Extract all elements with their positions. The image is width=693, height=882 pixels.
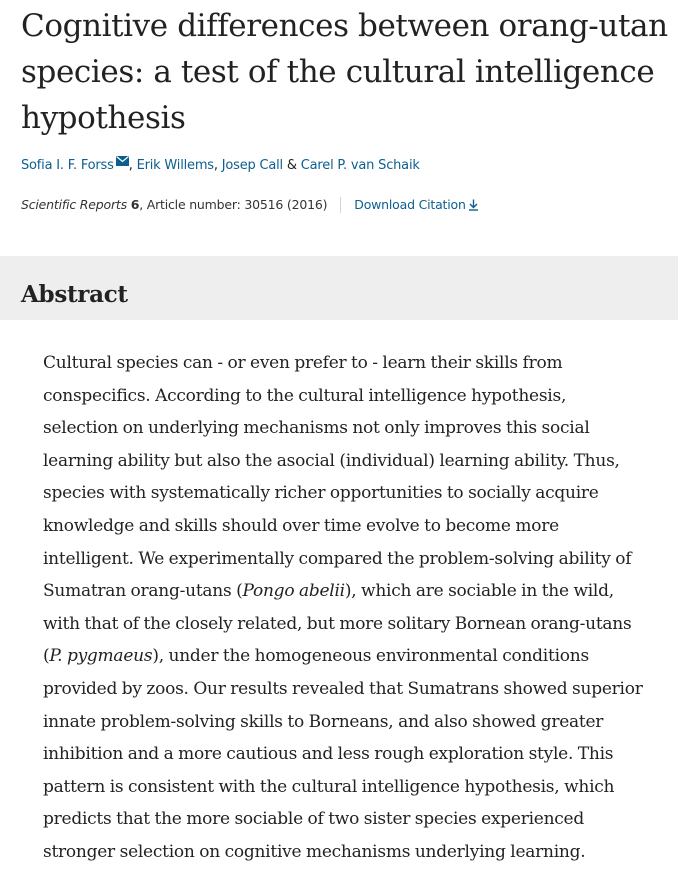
author-separator: & [282, 158, 301, 173]
author-list [21, 156, 671, 176]
journal-volume: 6 [130, 197, 140, 212]
abstract-line [43, 738, 691, 771]
abstract-line [43, 347, 691, 380]
article-number: , Article number: 30516 (2016) [139, 197, 328, 212]
abstract-text-run: intelligent. We experimentally compared the problem-solving ability of [43, 548, 632, 569]
mail-icon[interactable] [116, 156, 129, 166]
abstract-paragraph [43, 347, 691, 869]
abstract-text-run: selection on underlying mechanisms not only improves this social [43, 418, 590, 439]
abstract-text-run: Sumatran orang-utans ( [43, 581, 243, 602]
abstract-text-run: with that of the closely related, but more solitary Bornean orang-utans [43, 613, 632, 634]
author-separator: , [213, 158, 222, 173]
abstract-text-run: ), under the homogeneous environmental conditions [152, 646, 589, 667]
species-name: Pongo abelii [242, 581, 345, 602]
download-citation-link[interactable] [354, 195, 478, 215]
abstract-text-run: Cultural species can - or even prefer to - learn their skills from [43, 353, 563, 373]
citation-line [21, 195, 671, 215]
abstract-line [43, 543, 691, 576]
abstract-text-run: innate problem-solving skills to Borneans, and also showed greater [43, 711, 604, 732]
abstract-text-run: ), which are sociable in the wild, [344, 581, 614, 602]
abstract-line [43, 640, 691, 673]
abstract-text-run: predicts that the more sociable of two sister species experienced [43, 809, 584, 830]
abstract-text-run: knowledge and skills should over time evolve to become more [43, 515, 559, 536]
abstract-heading-bar [0, 256, 678, 320]
abstract-line [43, 412, 691, 445]
abstract-line [43, 706, 691, 739]
author-link-2[interactable]: Erik Willems [136, 158, 214, 173]
abstract-text-run: stronger selection on cognitive mechanisms underlying learning. [43, 841, 586, 862]
abstract-text-run: learning ability but also the asocial (individual) learning ability. Thus, [43, 450, 620, 471]
abstract-text-run: inhibition and a more cautious and less rough exploration style. This [43, 744, 614, 765]
abstract-line [43, 673, 691, 706]
abstract-line [43, 803, 691, 836]
abstract-line [43, 575, 691, 608]
abstract-body [43, 347, 691, 869]
abstract-text-run: pattern is consistent with the cultural intelligence hypothesis, which [43, 776, 615, 797]
citation-text [21, 195, 327, 215]
author-link-3[interactable]: Josep Call [221, 158, 283, 173]
article-title: Cognitive differences between orang-utan species: a test of the cultural intelligence hypothesis [21, 8, 668, 136]
journal-name: Scientific Reports [21, 197, 127, 212]
abstract-heading: Abstract [21, 281, 128, 308]
abstract-line [43, 510, 691, 543]
author-link-4[interactable]: Carel P. van Schaik [300, 158, 420, 173]
abstract-line [43, 445, 691, 478]
abstract-text-run: provided by zoos. Our results revealed that Sumatrans showed superior [43, 678, 643, 699]
abstract-line [43, 836, 691, 869]
abstract-line [43, 608, 691, 641]
abstract-text-run: conspecifics. According to the cultural intelligence hypothesis, [43, 385, 567, 406]
download-citation-label: Download Citation [354, 197, 466, 212]
abstract-line [43, 477, 691, 510]
abstract-line [43, 771, 691, 804]
citation-divider [340, 197, 341, 213]
species-name: P. pygmaeus [49, 646, 153, 667]
abstract-text-run: ( [43, 646, 50, 667]
download-icon [468, 199, 479, 211]
article-header [0, 0, 693, 215]
author-link-1[interactable]: Sofia I. F. Forss [21, 158, 114, 173]
abstract-text-run: species with systematically richer opportunities to socially acquire [43, 483, 599, 504]
abstract-line [43, 380, 691, 413]
author-separator: , [128, 158, 137, 173]
